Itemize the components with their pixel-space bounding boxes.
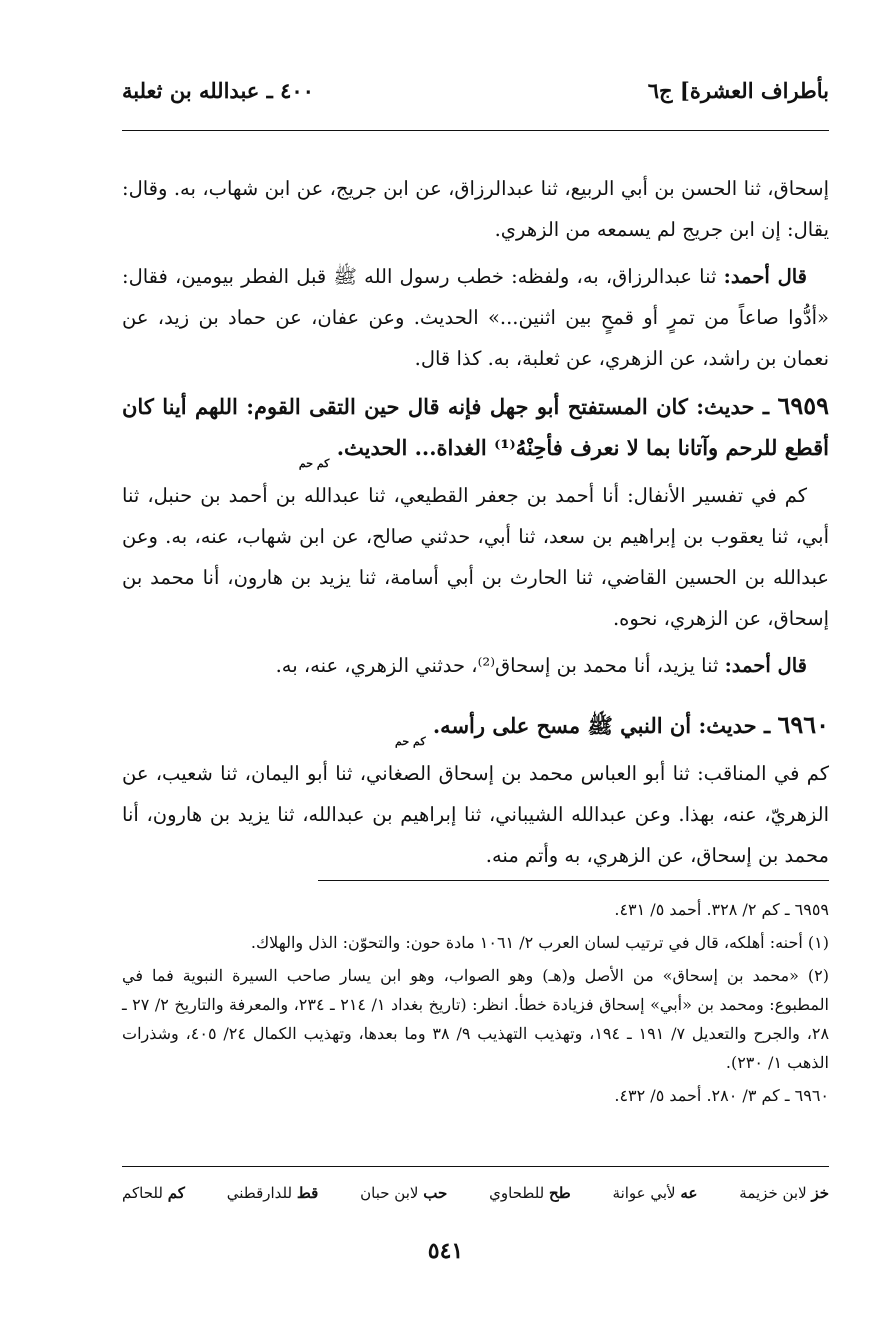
header-book-title: بأطراف العشرة] ج٦ [647, 78, 829, 103]
footnote-reference: ٦٩٥٩ ـ كم ٢/ ٣٢٨. أحمد ٥/ ٤٣١. [614, 900, 829, 919]
legend-item: حب لابن حبان [360, 1184, 448, 1202]
footnote: (١) أحنه: أهلكه، قال في ترتيب لسان العرب ٢/ ١٠٦١ مادة حون: والتحوّن: الذل والهلاك. [250, 933, 829, 952]
paragraph-text: ثنا يزيد، أنا محمد بن إسحاق⁽²⁾، حدثني الزهري، عنه، به. [275, 654, 725, 677]
paragraph: كم في تفسير الأنفال: أنا أحمد بن جعفر القطيعي، ثنا عبدالله بن أحمد بن حنبل، ثنا أبي، ثنا يعقوب بن إبراهيم بن سعد، ثنا أبي، حدثني صالح، عن ابن شهاب، عنه، به. وعن عبدالله بن الحسين القاضي، ثنا الحارث بن أبي أسامة، ثنا يزيد بن هارون، أنا محمد بن إسحاق، عن الزهري، نحوه. [122, 484, 829, 630]
hadith-heading [122, 385, 829, 469]
header-divider [122, 130, 829, 131]
legend-item: قط للدارقطني [226, 1184, 319, 1202]
paragraph-text: ثنا عبدالرزاق، به، ولفظه: خطب رسول الله ﷺ قبل الفطر بيومين، فقال: «أدُّوا صاعاً من تمرٍ أو قمحٍ بين اثنين...» الحديث. وعن عفان، عن حماد بن زيد، عن نعمان بن راشد، عن الزهري، عن ثعلبة، به. كذا قال. [122, 265, 829, 370]
hadith-heading [122, 704, 829, 747]
footnote-reference: ٦٩٦٠ ـ كم ٣/ ٢٨٠. أحمد ٥/ ٤٣٢. [614, 1086, 829, 1105]
legend-item: عه لأبي عوانة [612, 1184, 698, 1202]
hadith-number: ٦٩٦٠ [777, 710, 829, 739]
source-marks: كم حم [395, 735, 426, 748]
paragraph [122, 645, 829, 686]
paragraph: كم في المناقب: ثنا أبو العباس محمد بن إسحاق الصغاني، ثنا أبو اليمان، ثنا شعيب، عن الزهريّ، عنه، بهذا. وعن عبدالله الشيباني، ثنا إبراهيم بن عبدالله، ثنا يزيد بن هارون، أنا محمد بن إسحاق، عن الزهري، به وأتم منه. [122, 762, 829, 867]
legend-divider [122, 1166, 829, 1167]
page-number: ٥٤١ [427, 1238, 464, 1264]
footnote-divider [318, 880, 829, 881]
paragraph [122, 256, 829, 379]
footnote: (٢) «محمد بن إسحاق» من الأصل و(هـ) وهو الصواب، وهو ابن يسار صاحب السيرة النبوية فما في المطبوع: ومحمد بن «أبي» إسحاق فزيادة خطأ. انظر: (تاريخ بغداد ١/ ٢١٤ ـ ٢٣٤، والمعرفة والتاريخ ٢/ ٢٧ ـ ٢٨، والجرح والتعديل ٧/ ١٩١ ـ ١٩٤، وتهذيب التهذيب ٩/ ٣٨ وما بعدها، وتهذيب الكمال ٢٤/ ٤٠٥، وشذرات الذهب ١/ ٢٣٠). [122, 966, 830, 1072]
legend-item: طح للطحاوي [489, 1184, 571, 1202]
narrator-lead: قال أحمد: [723, 265, 808, 288]
running-header [122, 78, 829, 103]
paragraph: إسحاق، ثنا الحسن بن أبي الربيع، ثنا عبدالرزاق، عن ابن جريج، عن ابن شهاب، به. وقال: يقال: إن ابن جريج لم يسمعه من الزهري. [122, 177, 829, 241]
legend-item: كم للحاكم [122, 1184, 185, 1202]
source-marks: كم حم [298, 457, 330, 470]
main-text [122, 168, 829, 882]
abbreviation-legend [122, 1184, 829, 1202]
narrator-lead: قال أحمد: [724, 654, 807, 677]
hadith-number: ٦٩٥٩ [777, 391, 829, 420]
header-section-title: ٤٠٠ ـ عبدالله بن ثعلبة [122, 78, 314, 103]
legend-item: خز لابن خزيمة [739, 1184, 829, 1202]
hadith-text: ـ حديث: أن النبي ﷺ مسح على رأسه. [432, 713, 778, 738]
footnotes [122, 895, 829, 1114]
hadith-text: ـ حديث: كان المستفتح أبو جهل فإنه قال حين التقى القوم: اللهم أينا كان أقطع للرحم وآتانا بما لا نعرف فأحِنْهُ⁽¹⁾ الغداة... الحديث. [122, 394, 829, 460]
